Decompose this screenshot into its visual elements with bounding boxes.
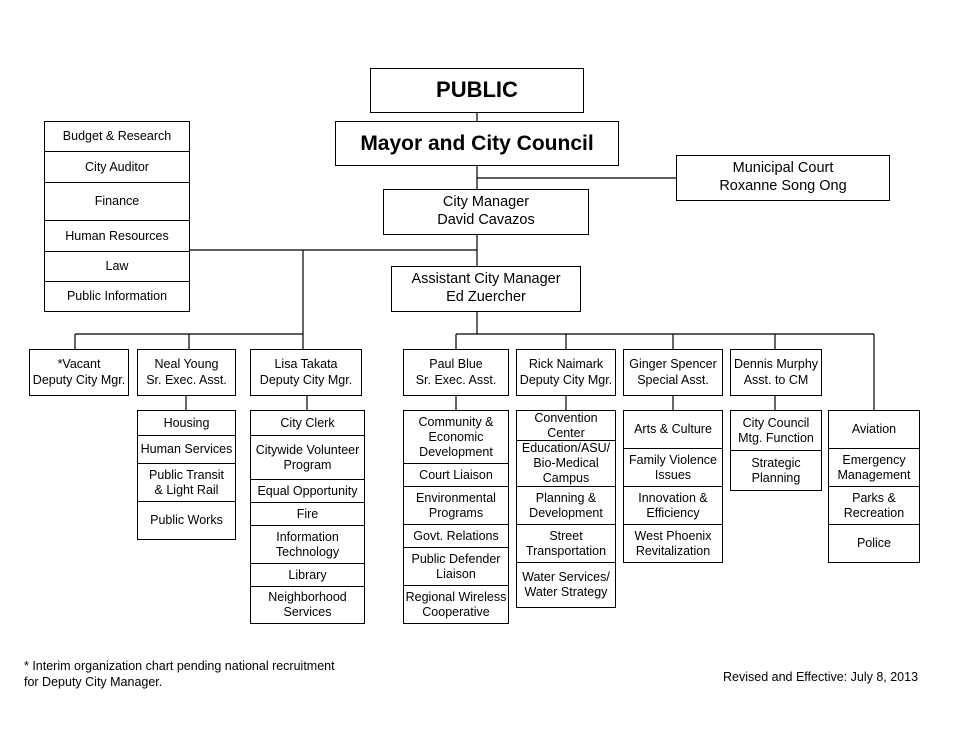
dept-item: Public Defender Liaison — [404, 548, 508, 586]
dept-item: Family Violence Issues — [624, 449, 722, 487]
dept-item: Aviation — [829, 411, 919, 449]
dept-group-paul-blue — [403, 410, 509, 624]
dept-item: Convention Center — [517, 411, 615, 441]
dept-item: Housing — [138, 411, 235, 436]
revised-date: Revised and Effective: July 8, 2013 — [723, 670, 919, 684]
dept-item: Public Works — [150, 513, 223, 527]
manager-box — [516, 349, 616, 396]
manager-label: Paul Blue Sr. Exec. Asst. — [415, 357, 497, 387]
manager-label: Lisa Takata Deputy City Mgr. — [259, 357, 353, 387]
dept-item: Street Transportation — [517, 525, 615, 563]
public-box — [370, 68, 584, 113]
mayor-council-label: Mayor and City Council — [360, 131, 594, 155]
city-manager-name: David Cavazos — [437, 212, 535, 228]
manager-box — [250, 349, 362, 396]
staff-departments — [44, 121, 190, 312]
municipal-court-name: Roxanne Song Ong — [719, 178, 847, 194]
dept-group-ginger-spencer — [623, 410, 723, 563]
dept-item: Innovation & Efficiency — [624, 487, 722, 525]
dept-item: Court Liaison — [404, 464, 508, 487]
dept-group-lisa-takata — [250, 410, 365, 624]
manager-label: Neal Young Sr. Exec. Asst. — [146, 357, 227, 387]
manager-label: Ginger Spencer Special Asst. — [629, 357, 717, 387]
dept-item: Citywide Volunteer Program — [251, 436, 364, 480]
dept-item: Fire — [251, 503, 364, 526]
dept-item: Regional Wireless Cooperative — [405, 589, 507, 619]
dept-item: Information Technology — [251, 526, 364, 564]
assistant-city-manager-box — [391, 266, 581, 312]
dept-item: Environmental Programs — [404, 487, 508, 525]
dept-item: Public Transit & Light Rail — [138, 464, 235, 502]
dept-group-dennis-murphy — [730, 410, 822, 491]
footnote: * Interim organization chart pending national recruitment for Deputy City Manager. — [24, 659, 335, 689]
dept-group-rick-naimark — [516, 410, 616, 608]
manager-label: Rick Naimark Deputy City Mgr. — [519, 357, 613, 387]
manager-label: *Vacant Deputy City Mgr. — [32, 357, 126, 387]
manager-box — [137, 349, 236, 396]
assistant-city-manager-name: Ed Zuercher — [446, 289, 526, 305]
dept-item: Education/ASU/ Bio-Medical Campus — [517, 441, 615, 487]
staff-dept: City Auditor — [45, 152, 189, 183]
dept-group-independent — [828, 410, 920, 563]
dept-item: Strategic Planning — [751, 455, 801, 485]
dept-item: Emergency Management — [829, 449, 919, 487]
staff-dept: Law — [45, 252, 189, 282]
dept-item: Water Services/ Water Strategy — [522, 570, 610, 599]
manager-box — [403, 349, 509, 396]
dept-item: Parks & Recreation — [829, 487, 919, 525]
dept-item: Library — [251, 564, 364, 587]
dept-item: Police — [856, 536, 892, 550]
staff-dept: Finance — [45, 183, 189, 221]
dept-item: City Clerk — [251, 411, 364, 436]
dept-item: Neighborhood Services — [268, 590, 347, 619]
city-manager-box — [383, 189, 589, 235]
dept-group-neal-young — [137, 410, 236, 540]
manager-box — [29, 349, 129, 396]
dept-item: Govt. Relations — [404, 525, 508, 548]
manager-label: Dennis Murphy Asst. to CM — [733, 357, 819, 387]
municipal-court-box — [676, 155, 890, 201]
dept-item: City Council Mtg. Function — [731, 411, 821, 451]
city-manager-title: City Manager — [442, 194, 530, 211]
dept-item: Human Services — [138, 436, 235, 464]
manager-box — [623, 349, 723, 396]
staff-dept: Human Resources — [45, 221, 189, 252]
manager-box — [730, 349, 822, 396]
public-label: PUBLIC — [436, 77, 518, 103]
dept-item: Arts & Culture — [624, 411, 722, 449]
dept-item: Equal Opportunity — [251, 480, 364, 503]
dept-item: Community & Economic Development — [404, 411, 508, 464]
dept-item: Planning & Development — [517, 487, 615, 525]
staff-dept: Public Information — [66, 289, 168, 303]
dept-item: West Phoenix Revitalization — [634, 528, 712, 558]
staff-dept: Budget & Research — [45, 122, 189, 152]
assistant-city-manager-title: Assistant City Manager — [411, 271, 561, 288]
mayor-council-box — [335, 121, 619, 166]
municipal-court-title: Municipal Court — [732, 160, 834, 177]
